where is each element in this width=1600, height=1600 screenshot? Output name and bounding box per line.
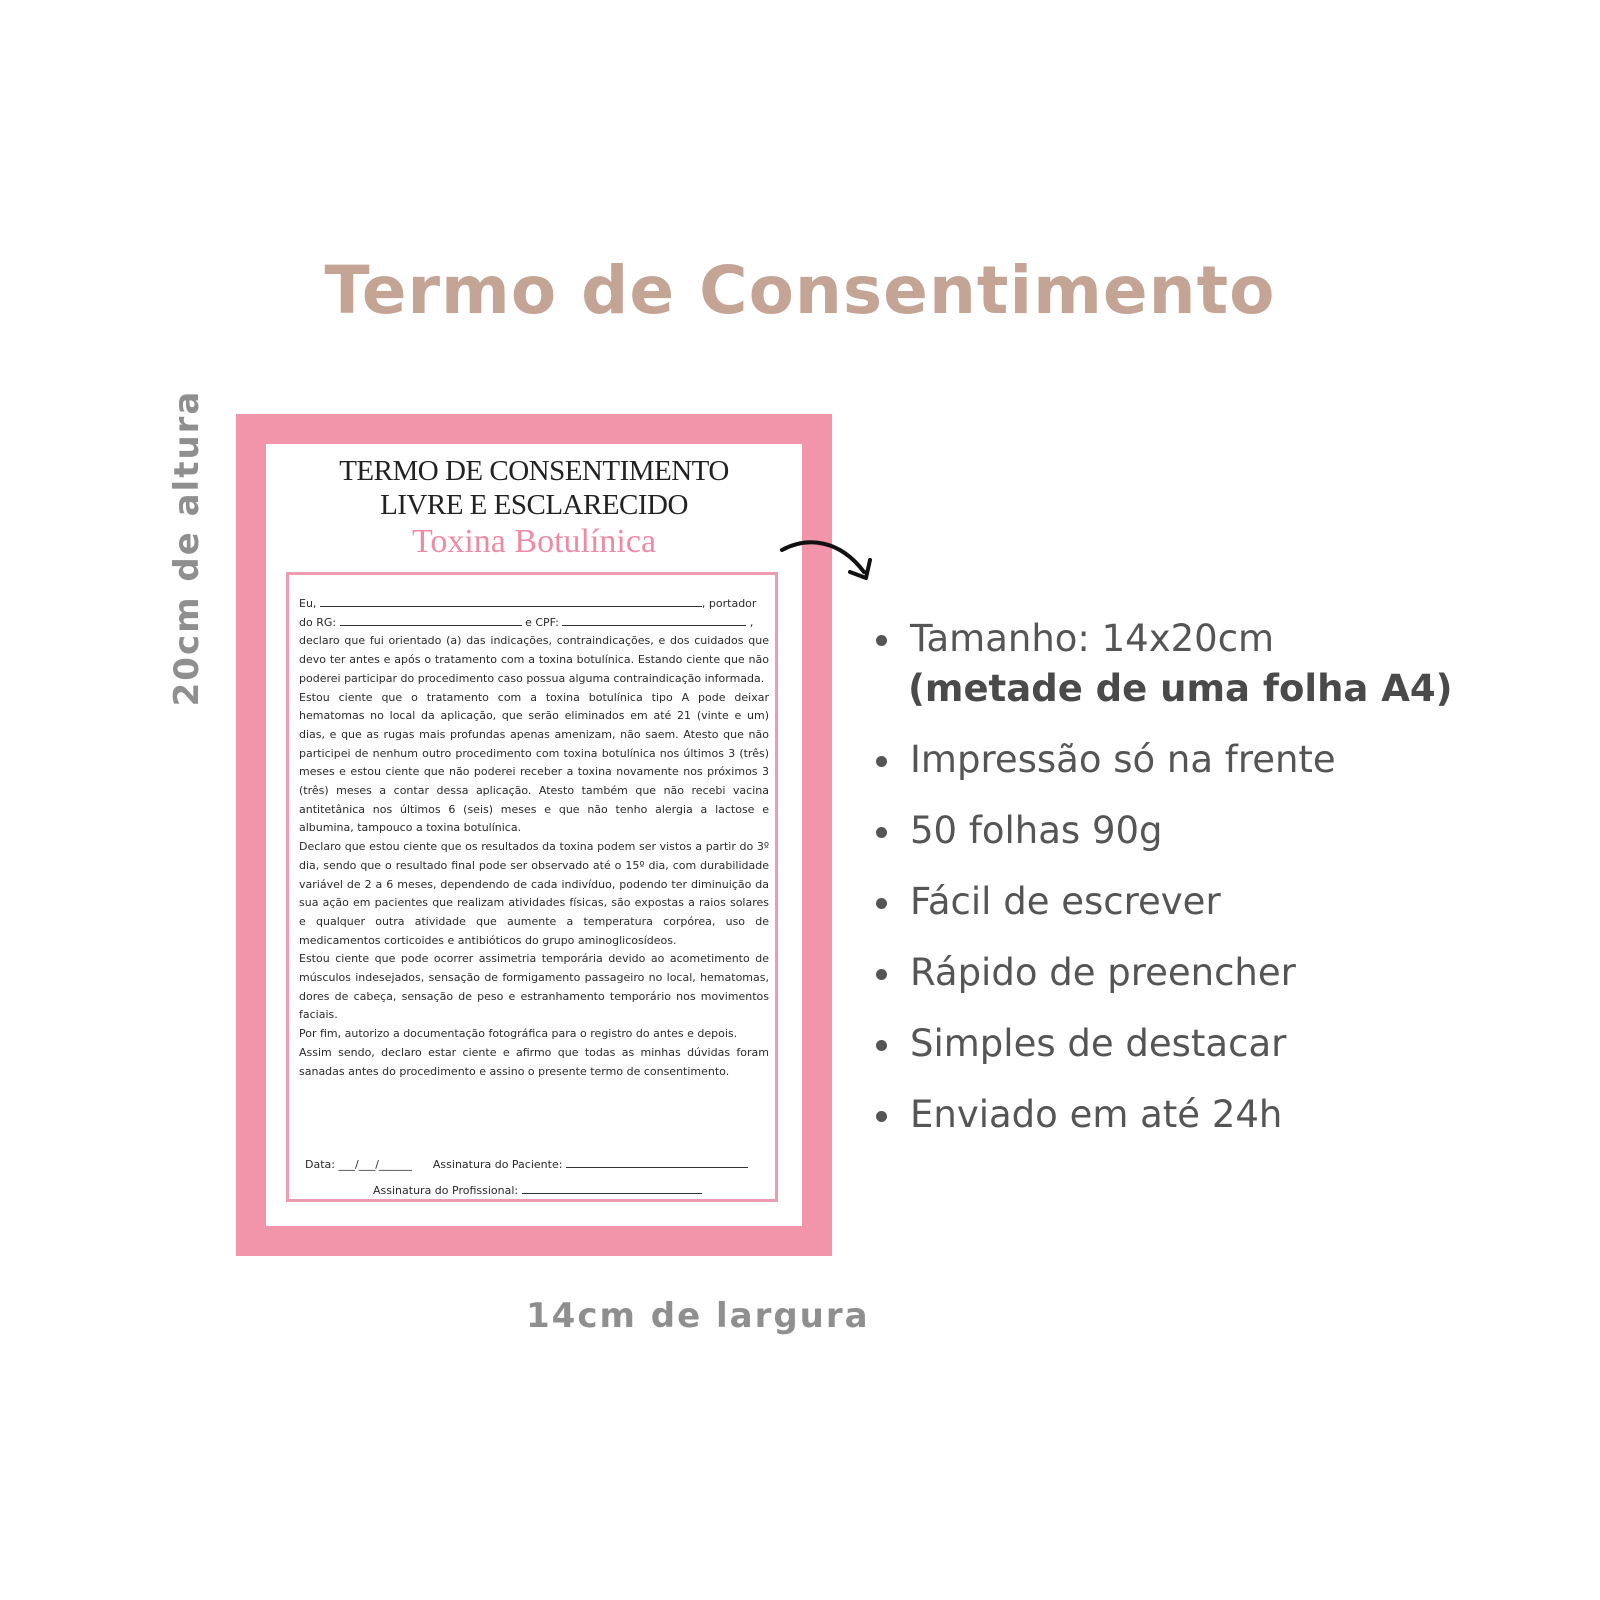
feature-text: Enviado em até 24h [910,1093,1283,1136]
arrow-curved-icon [778,532,888,602]
form-line-eu [299,595,769,614]
consent-form-preview [236,414,832,1256]
form-body-text [299,595,769,1081]
feature-item [874,1090,1574,1140]
form-paragraph-4: Estou ciente que pode ocorrer assimetria temporária devido ao acometimento de músculos indesejados, sensação de formigamento passageiro no local, hematomas, dores de cabeça, sensação de peso e estranhamento temporário nos movimentos faciais. [299,952,769,1022]
signature-row-2 [373,1184,702,1197]
date-blanks: ___/___/______ [338,1158,412,1171]
feature-text: 50 folhas 90g [910,809,1163,852]
professional-signature-blank [522,1184,702,1194]
eu-label: Eu, [299,597,317,610]
form-paper [266,444,802,1226]
form-paragraph-3: Declaro que estou ciente que os resultados da toxina podem ser vistos a partir do 3º dia, sendo que o resultado final pode ser observado até o 15º dia, com durabilidade variável de 2 a 6 meses, dependendo de cada indivíduo, podendo ter diminuição da sua ação em pacientes que realizam atividades físicas, são expostas a raios solares e qualquer outra atividade que aumente a temperatura corpórea, uso de medicamentos corticoides e antibióticos do grupo aminoglicosídeos. [299,840,769,947]
name-blank [320,597,702,607]
feature-item [874,877,1574,927]
cpf-blank [562,616,746,626]
feature-text: Tamanho: 14x20cm [910,617,1275,660]
feature-item [874,1019,1574,1069]
rg-label: do RG: [299,615,337,629]
form-paragraph-5: Por fim, autorizo a documentação fotográfica para o registro do antes e depois. [299,1027,738,1041]
form-body-box [286,572,778,1202]
professional-signature-label: Assinatura do Profissional: [373,1184,519,1197]
portador-label: , portador [701,597,757,610]
feature-text: Fácil de escrever [910,880,1221,923]
form-paragraph-2: Estou ciente que o tratamento com a toxina botulínica tipo A pode deixar hematomas no local da aplicação, que serão eliminados em até 21 (vinte e um) dias, e que as rugas mais profundas apenas amenizam, não saem. Atesto que não participei de nenhum outro procedimento com toxina botulínica nos últimos 3 (três) meses e estou ciente que não poderei receber a toxina novamente nos próximos 3 (três) meses a contar dessa aplicação. Atesto também que não recebi vacina antitetânica nos últimos 6 (seis) meses e que não tenho alergia a lactose e albumina, tampouco a toxina botulínica. [299,690,769,835]
form-paragraph-1: declaro que fui orientado (a) das indicações, contraindicações, e dos cuidados que devo ter antes e após o tratamento com a toxina botulínica. Estando ciente que não poderei participar do procedimento caso possua alguma contraindicação informada. [299,634,769,685]
page-title: Termo de Consentimento [324,252,1276,329]
feature-text: Simples de destacar [910,1022,1287,1065]
form-paragraph-6: Assim sendo, declaro estar ciente e afirmo que todas as minhas dúvidas foram sanadas antes do procedimento e assino o presente termo de consentimento. [299,1045,769,1078]
form-title [266,454,802,522]
feature-item [874,735,1574,785]
form-line-rg [299,614,769,633]
date-label: Data: [305,1158,335,1171]
form-title-line-1: TERMO DE CONSENTIMENTO [339,455,729,487]
cpf-label: e CPF: [525,615,559,629]
feature-item [874,614,1574,714]
height-dimension-label: 20cm de altura [167,389,207,707]
form-subtitle: Toxina Botulínica [411,523,657,560]
patient-signature-label: Assinatura do Paciente: [432,1158,563,1171]
width-dimension-label: 14cm de largura [526,1296,870,1336]
form-title-line-2: LIVRE E ESCLARECIDO [380,489,688,521]
patient-signature-blank [566,1158,748,1168]
feature-item [874,948,1574,998]
feature-detail: (metade de uma folha A4) [908,667,1453,710]
signature-row-1 [305,1158,765,1171]
comma-label: , [749,615,754,629]
feature-item [874,806,1574,856]
feature-text: Rápido de preencher [910,951,1296,994]
feature-list [874,614,1574,1161]
feature-text: Impressão só na frente [910,738,1336,781]
rg-blank [340,616,522,626]
